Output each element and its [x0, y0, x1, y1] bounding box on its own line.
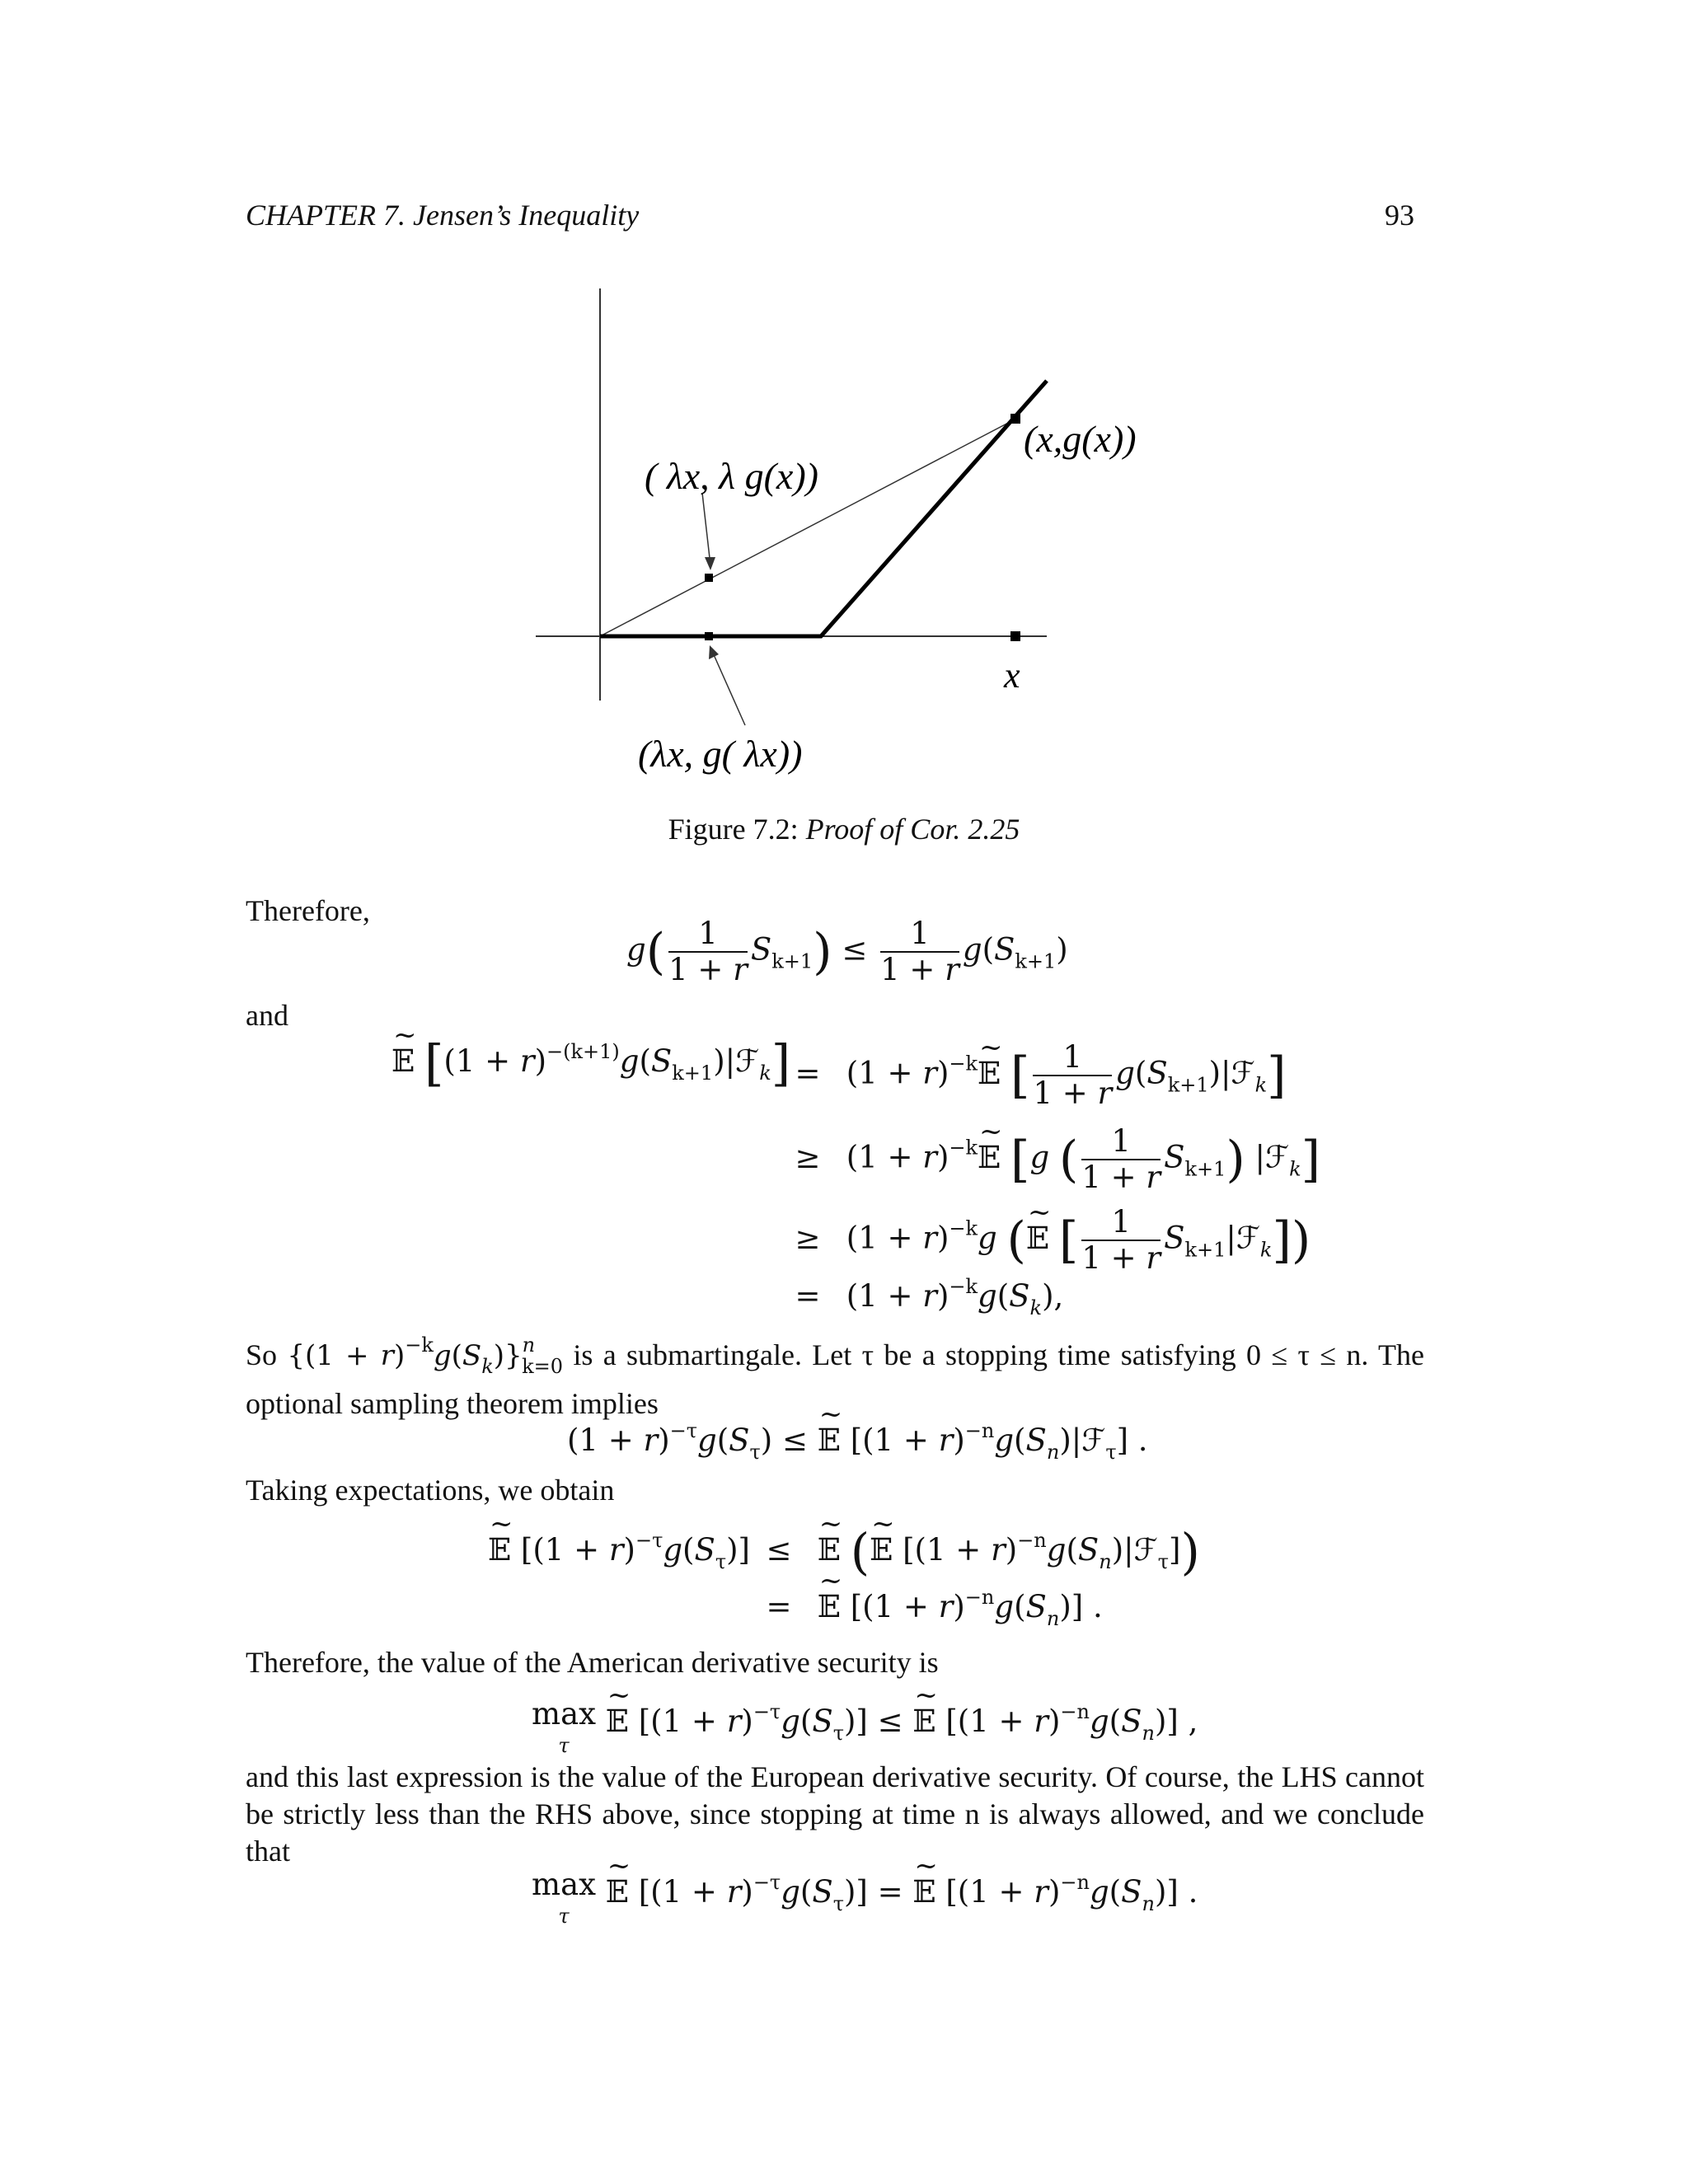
equation-2-line1: = $(1 + r)^{-k}\sim$ 𝔼 [ $\frac{1}{1 + r}$ $g(S_{k+1})|ℱ_k$] [779, 1040, 1287, 1111]
point-lambda-x-g-lambda-x [705, 632, 713, 640]
figure-7-2 [0, 0, 1688, 824]
page-number: 93 [1385, 199, 1414, 232]
arrowhead-top [705, 557, 715, 570]
caption-title: Proof of Cor. 2.25 [805, 813, 1020, 846]
equation-4-lhs: ~ 𝔼 $[(1 + r)^{-\tau}g(S_\tau)]$ [478, 1529, 750, 1573]
point-lambda-x-lambda-gx [705, 574, 713, 582]
chord-line [600, 419, 1016, 636]
running-header: CHAPTER 7. Jensen’s Inequality [246, 199, 640, 232]
equation-4-line1: ≤ ~ 𝔼 (~ 𝔼 $[(1 + r)^{-n}g(S_n)|ℱ_\tau]$) [750, 1529, 1200, 1573]
paragraph-american: Therefore, the value of the American derivative security is [246, 1646, 939, 1679]
figure-caption [0, 812, 1688, 846]
label-bottom: (λx, g( λx)) [638, 733, 803, 775]
label-top-left: ( λx, λ g(x)) [645, 455, 818, 497]
label-x-axis: x [1004, 655, 1020, 696]
function-g [600, 381, 1047, 636]
arrow-top [702, 493, 710, 565]
submartingale-text: is a submartingale. Let τ be a stopping time satisfying 0 ≤ τ ≤ n. The optional sampling theorem implies [246, 1338, 1425, 1420]
equation-1: g( $\frac{1}{1 + r}$ $S_{k+1}$) ≤ $\frac{1}{1 + r}$ $g(S_{k+1})$ [626, 916, 1068, 987]
label-top-right: (x,g(x)) [1024, 418, 1137, 460]
paragraph-submartingale: So $\{(1 + r)^{-k}g(S_k)\}^n_{k=0}$ is a submartingale. Let τ be a stopping time satisfying 0 ≤ τ ≤ n. The optional sampling theorem implies [246, 1333, 1425, 1420]
paragraph-and: and [246, 999, 288, 1032]
paragraph-taking: Taking expectations, we obtain [246, 1474, 615, 1507]
point-x-gx [1010, 414, 1020, 424]
paragraph-european: and this last expression is the value of the European derivative security. Of course, the LHS cannot be strictly less than the RHS above, since stopping at time n is always allowed, and we conclude that [246, 1760, 1424, 1868]
equation-3: $(1 + r)^{-\tau}g(S_\tau)$ ≤ ~ 𝔼 $[(1 + r)^{-n}g(S_n)|ℱ_\tau]$ . [567, 1419, 1148, 1464]
arrow-bottom [712, 651, 745, 725]
point-x [1010, 631, 1020, 641]
equation-2-line2: ≥ $(1 + r)^{-k}\sim$ 𝔼 [g ( $\frac{1}{1 + r}$ $S_{k+1}$) |ℱ$_k$] [779, 1124, 1320, 1195]
arrowhead-bottom [709, 645, 719, 659]
equation-2-line3: ≥ $(1 + r)^{-k}g$ (~ 𝔼 [ $\frac{1}{1 + r}$ $S_{k+1}|ℱ_k$]) [779, 1205, 1311, 1276]
equation-5: max τ ~ 𝔼 $[(1 + r)^{-\tau}g(S_\tau)]$ ≤ ~ 𝔼 $[(1 + r)^{-n}g(S_n)]$ , [532, 1700, 1198, 1760]
caption-prefix: Figure 7.2: [668, 813, 806, 846]
equation-2-lhs: ~ 𝔼 $[(1 + r)^{-(k+1)}g(S_{k+1})|ℱ_k]$ [392, 1040, 779, 1085]
equation-4-line2: = ~ 𝔼 $[(1 + r)^{-n}g(S_n)]$ . [750, 1586, 1103, 1630]
equation-2-line4: = $(1 + r)^{-k}g(S_k)$, [795, 1275, 1064, 1319]
equation-6: max τ ~ 𝔼 $[(1 + r)^{-\tau}g(S_\tau)]$ = ~ 𝔼 $[(1 + r)^{-n}g(S_n)]$ . [532, 1871, 1198, 1930]
paragraph-therefore: Therefore, [246, 894, 370, 927]
